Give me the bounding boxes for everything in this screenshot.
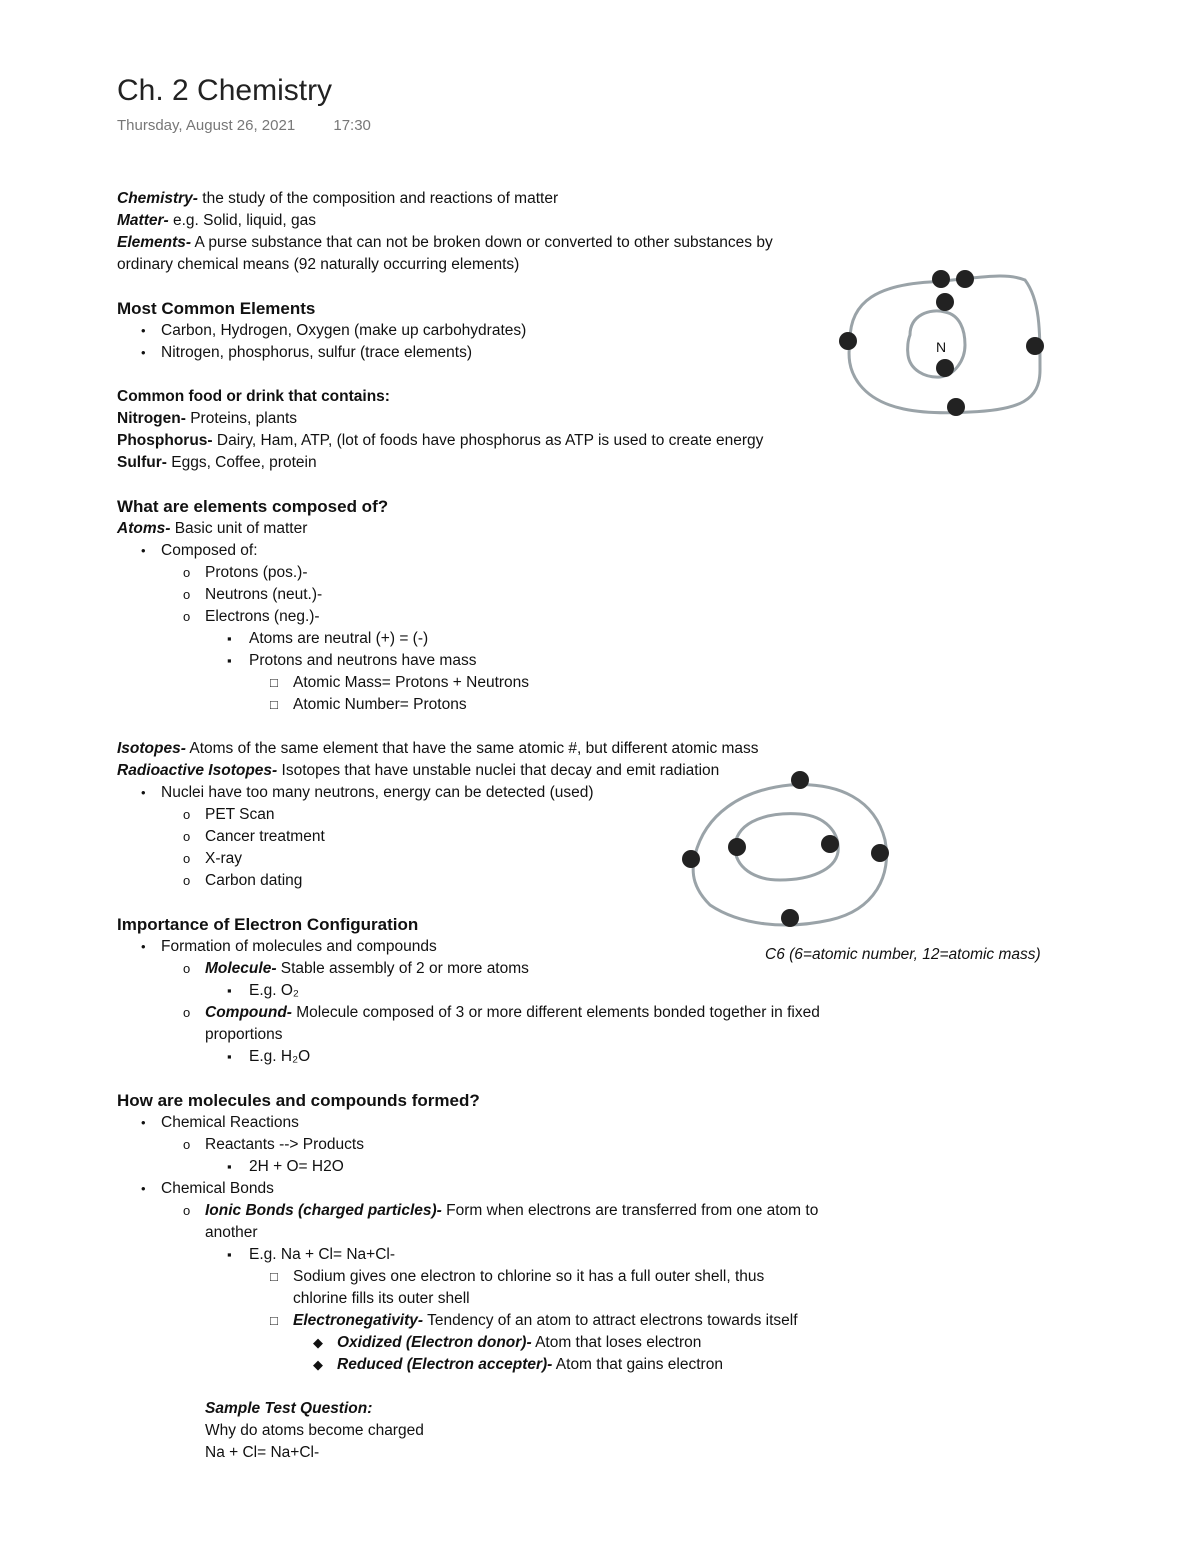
list-item-text: 2H + O= H2O	[249, 1158, 344, 1175]
list-item	[117, 1332, 877, 1354]
heading-composition: What are elements composed of?	[117, 497, 389, 516]
carbon-atom-diagram	[670, 760, 910, 940]
circle-bullet-icon: o	[183, 1203, 191, 1218]
list-item	[117, 540, 877, 562]
list-item	[117, 672, 877, 694]
list-item	[117, 650, 877, 672]
circle-bullet-icon: o	[183, 961, 191, 976]
heading-food: Common food or drink that contains:	[117, 388, 390, 405]
term: Isotopes-	[117, 740, 186, 757]
electron	[936, 359, 954, 377]
square-bullet-icon: ▪	[227, 1247, 232, 1262]
list-item-text: Stable assembly of 2 or more atoms	[276, 960, 529, 977]
list-item	[117, 1200, 855, 1244]
definition-text: A purse substance that can not be broken down or converted to other substances by ordinary chemical means (92 naturally occurring elements)	[117, 234, 773, 273]
list-item-text: Neutrons (neut.)-	[205, 586, 323, 603]
outer-shell	[693, 785, 886, 925]
bullet-icon: •	[141, 785, 146, 800]
list-item-text: Carbon dating	[205, 872, 303, 889]
definition-text: Isotopes that have unstable nuclei that decay and emit radiation	[277, 762, 720, 779]
circle-bullet-icon: o	[183, 829, 191, 844]
list-item	[117, 1244, 877, 1266]
list-item-text: Sodium gives one electron to chlorine so it has a full outer shell, thus chlorine fills its outer shell	[293, 1268, 765, 1307]
electron	[682, 850, 700, 868]
list-item	[117, 1354, 877, 1376]
nucleus-label: N	[936, 339, 947, 355]
definition-text: Atoms of the same element that have the same atomic #, but different atomic mass	[185, 740, 759, 757]
hollow-square-bullet-icon: □	[270, 1269, 278, 1284]
list-item-text: Tendency of an atom to attract electrons towards itself	[423, 1312, 798, 1329]
list-item	[117, 1310, 877, 1332]
electron	[932, 270, 950, 288]
list-item-text: Atom that loses electron	[531, 1334, 702, 1351]
definition-text: Dairy, Ham, ATP, (lot of foods have phosphorus as ATP is used to create energy	[212, 432, 764, 449]
square-bullet-icon: ▪	[227, 653, 232, 668]
list-item	[117, 1046, 877, 1068]
list-item	[117, 1002, 825, 1046]
bullet-icon: •	[141, 543, 146, 558]
electron	[871, 844, 889, 862]
term: Oxidized (Electron donor)-	[337, 1334, 532, 1351]
sample-heading: Sample Test Question:	[205, 1400, 373, 1417]
heading-electron-config: Importance of Electron Configuration	[117, 915, 419, 934]
bullet-icon: •	[141, 1181, 146, 1196]
food-sulfur	[117, 452, 877, 474]
electron	[947, 398, 965, 416]
list-item	[117, 562, 877, 584]
term: Matter-	[117, 212, 169, 229]
carbon-diagram-caption: C6 (6=atomic number, 12=atomic mass)	[765, 946, 1041, 963]
circle-bullet-icon: o	[183, 851, 191, 866]
page-time: 17:30	[333, 117, 371, 134]
circle-bullet-icon: o	[183, 609, 191, 624]
def-matter	[117, 210, 877, 232]
list-item-text: X-ray	[205, 850, 243, 867]
page-date: Thursday, August 26, 2021	[117, 117, 296, 134]
circle-bullet-icon: o	[183, 1137, 191, 1152]
def-isotopes	[117, 738, 877, 760]
electron	[1026, 337, 1044, 355]
list-item	[117, 1266, 813, 1310]
bullet-icon: •	[141, 1115, 146, 1130]
sample-equation: Na + Cl= Na+Cl-	[205, 1444, 320, 1461]
list-item-text: Form when electrons are transferred from one atom to another	[205, 1202, 819, 1241]
diamond-bullet-icon: ◆	[313, 1357, 323, 1372]
circle-bullet-icon: o	[183, 1005, 191, 1020]
definition-text: the study of the composition and reactions of matter	[197, 190, 559, 207]
circle-bullet-icon: o	[183, 807, 191, 822]
list-item-text: Molecule composed of 3 or more different elements bonded together in fixed proportions	[205, 1004, 820, 1043]
list-item-text: Atoms are neutral (+) = (-)	[249, 630, 429, 647]
list-item-text: Reactants --> Products	[205, 1136, 364, 1153]
definition-text: e.g. Solid, liquid, gas	[168, 212, 317, 229]
electron	[839, 332, 857, 350]
list-item	[117, 628, 877, 650]
nitrogen-atom-diagram	[830, 260, 1060, 430]
definition-text: Eggs, Coffee, protein	[166, 454, 317, 471]
electron	[781, 909, 799, 927]
square-bullet-icon: ▪	[227, 1049, 232, 1064]
list-item-text: Atomic Number= Protons	[293, 696, 467, 713]
list-item-text: Nitrogen, phosphorus, sulfur (trace elements)	[161, 344, 473, 361]
square-bullet-icon: ▪	[227, 1159, 232, 1174]
term: Reduced (Electron accepter)-	[337, 1356, 553, 1373]
electron	[956, 270, 974, 288]
definition-text: Proteins, plants	[185, 410, 298, 427]
electron	[791, 771, 809, 789]
list-item	[117, 1112, 877, 1134]
list-item-text: E.g. Na + Cl= Na+Cl-	[249, 1246, 396, 1263]
term: Atoms-	[117, 520, 171, 537]
term: Electronegativity-	[293, 1312, 424, 1329]
hollow-square-bullet-icon: □	[270, 1313, 278, 1328]
food-phosphorus	[117, 430, 877, 452]
list-item	[117, 584, 877, 606]
circle-bullet-icon: o	[183, 873, 191, 888]
square-bullet-icon: ▪	[227, 983, 232, 998]
list-item-text: E.g. H₂O	[249, 1048, 311, 1065]
electron	[936, 293, 954, 311]
electron	[821, 835, 839, 853]
square-bullet-icon: ▪	[227, 631, 232, 646]
term: Chemistry-	[117, 190, 198, 207]
list-item-text: Formation of molecules and compounds	[161, 938, 437, 955]
definition-text: Basic unit of matter	[170, 520, 308, 537]
list-item	[117, 342, 877, 364]
def-chemistry	[117, 188, 877, 210]
term: Compound-	[205, 1004, 292, 1021]
term: Ionic Bonds (charged particles)-	[205, 1202, 442, 1219]
circle-bullet-icon: o	[183, 587, 191, 602]
sample-question: Why do atoms become charged	[205, 1422, 424, 1439]
def-elements	[117, 232, 817, 276]
list-item-text: Atom that gains electron	[552, 1356, 723, 1373]
bullet-icon: •	[141, 345, 146, 360]
term: Elements-	[117, 234, 192, 251]
list-item-text: Chemical Bonds	[161, 1180, 274, 1197]
list-item-text: Atomic Mass= Protons + Neutrons	[293, 674, 530, 691]
list-item-text: Carbon, Hydrogen, Oxygen (make up carbohydrates)	[161, 322, 527, 339]
list-item-text: Chemical Reactions	[161, 1114, 299, 1131]
term: Sulfur-	[117, 454, 167, 471]
hollow-square-bullet-icon: □	[270, 675, 278, 690]
list-item	[117, 1156, 877, 1178]
bullet-icon: •	[141, 323, 146, 338]
list-item	[117, 320, 877, 342]
list-item-text: Composed of:	[161, 542, 258, 559]
term: Phosphorus-	[117, 432, 213, 449]
list-item-text: Cancer treatment	[205, 828, 325, 845]
list-item-text: Protons and neutrons have mass	[249, 652, 477, 669]
list-item-text: Nuclei have too many neutrons, energy can be detected (used)	[161, 784, 594, 801]
hollow-square-bullet-icon: □	[270, 697, 278, 712]
heading-formation: How are molecules and compounds formed?	[117, 1091, 480, 1110]
list-item	[117, 606, 877, 628]
list-item	[117, 694, 877, 716]
bullet-icon: •	[141, 939, 146, 954]
heading-most-common: Most Common Elements	[117, 299, 316, 318]
def-atoms	[117, 518, 877, 540]
list-item	[117, 980, 877, 1002]
list-item	[117, 1134, 877, 1156]
list-item-text: E.g. O₂	[249, 982, 299, 999]
term: Radioactive Isotopes-	[117, 762, 278, 779]
list-item	[117, 1178, 877, 1200]
food-nitrogen	[117, 408, 877, 430]
page-datetime	[117, 117, 371, 134]
page-title: Ch. 2 Chemistry	[117, 74, 333, 107]
list-item	[117, 958, 877, 980]
list-item-text: Protons (pos.)-	[205, 564, 308, 581]
diamond-bullet-icon: ◆	[313, 1335, 323, 1350]
circle-bullet-icon: o	[183, 565, 191, 580]
term: Molecule-	[205, 960, 277, 977]
electron	[728, 838, 746, 856]
term: Nitrogen-	[117, 410, 186, 427]
list-item-text: PET Scan	[205, 806, 275, 823]
list-item-text: Electrons (neg.)-	[205, 608, 320, 625]
